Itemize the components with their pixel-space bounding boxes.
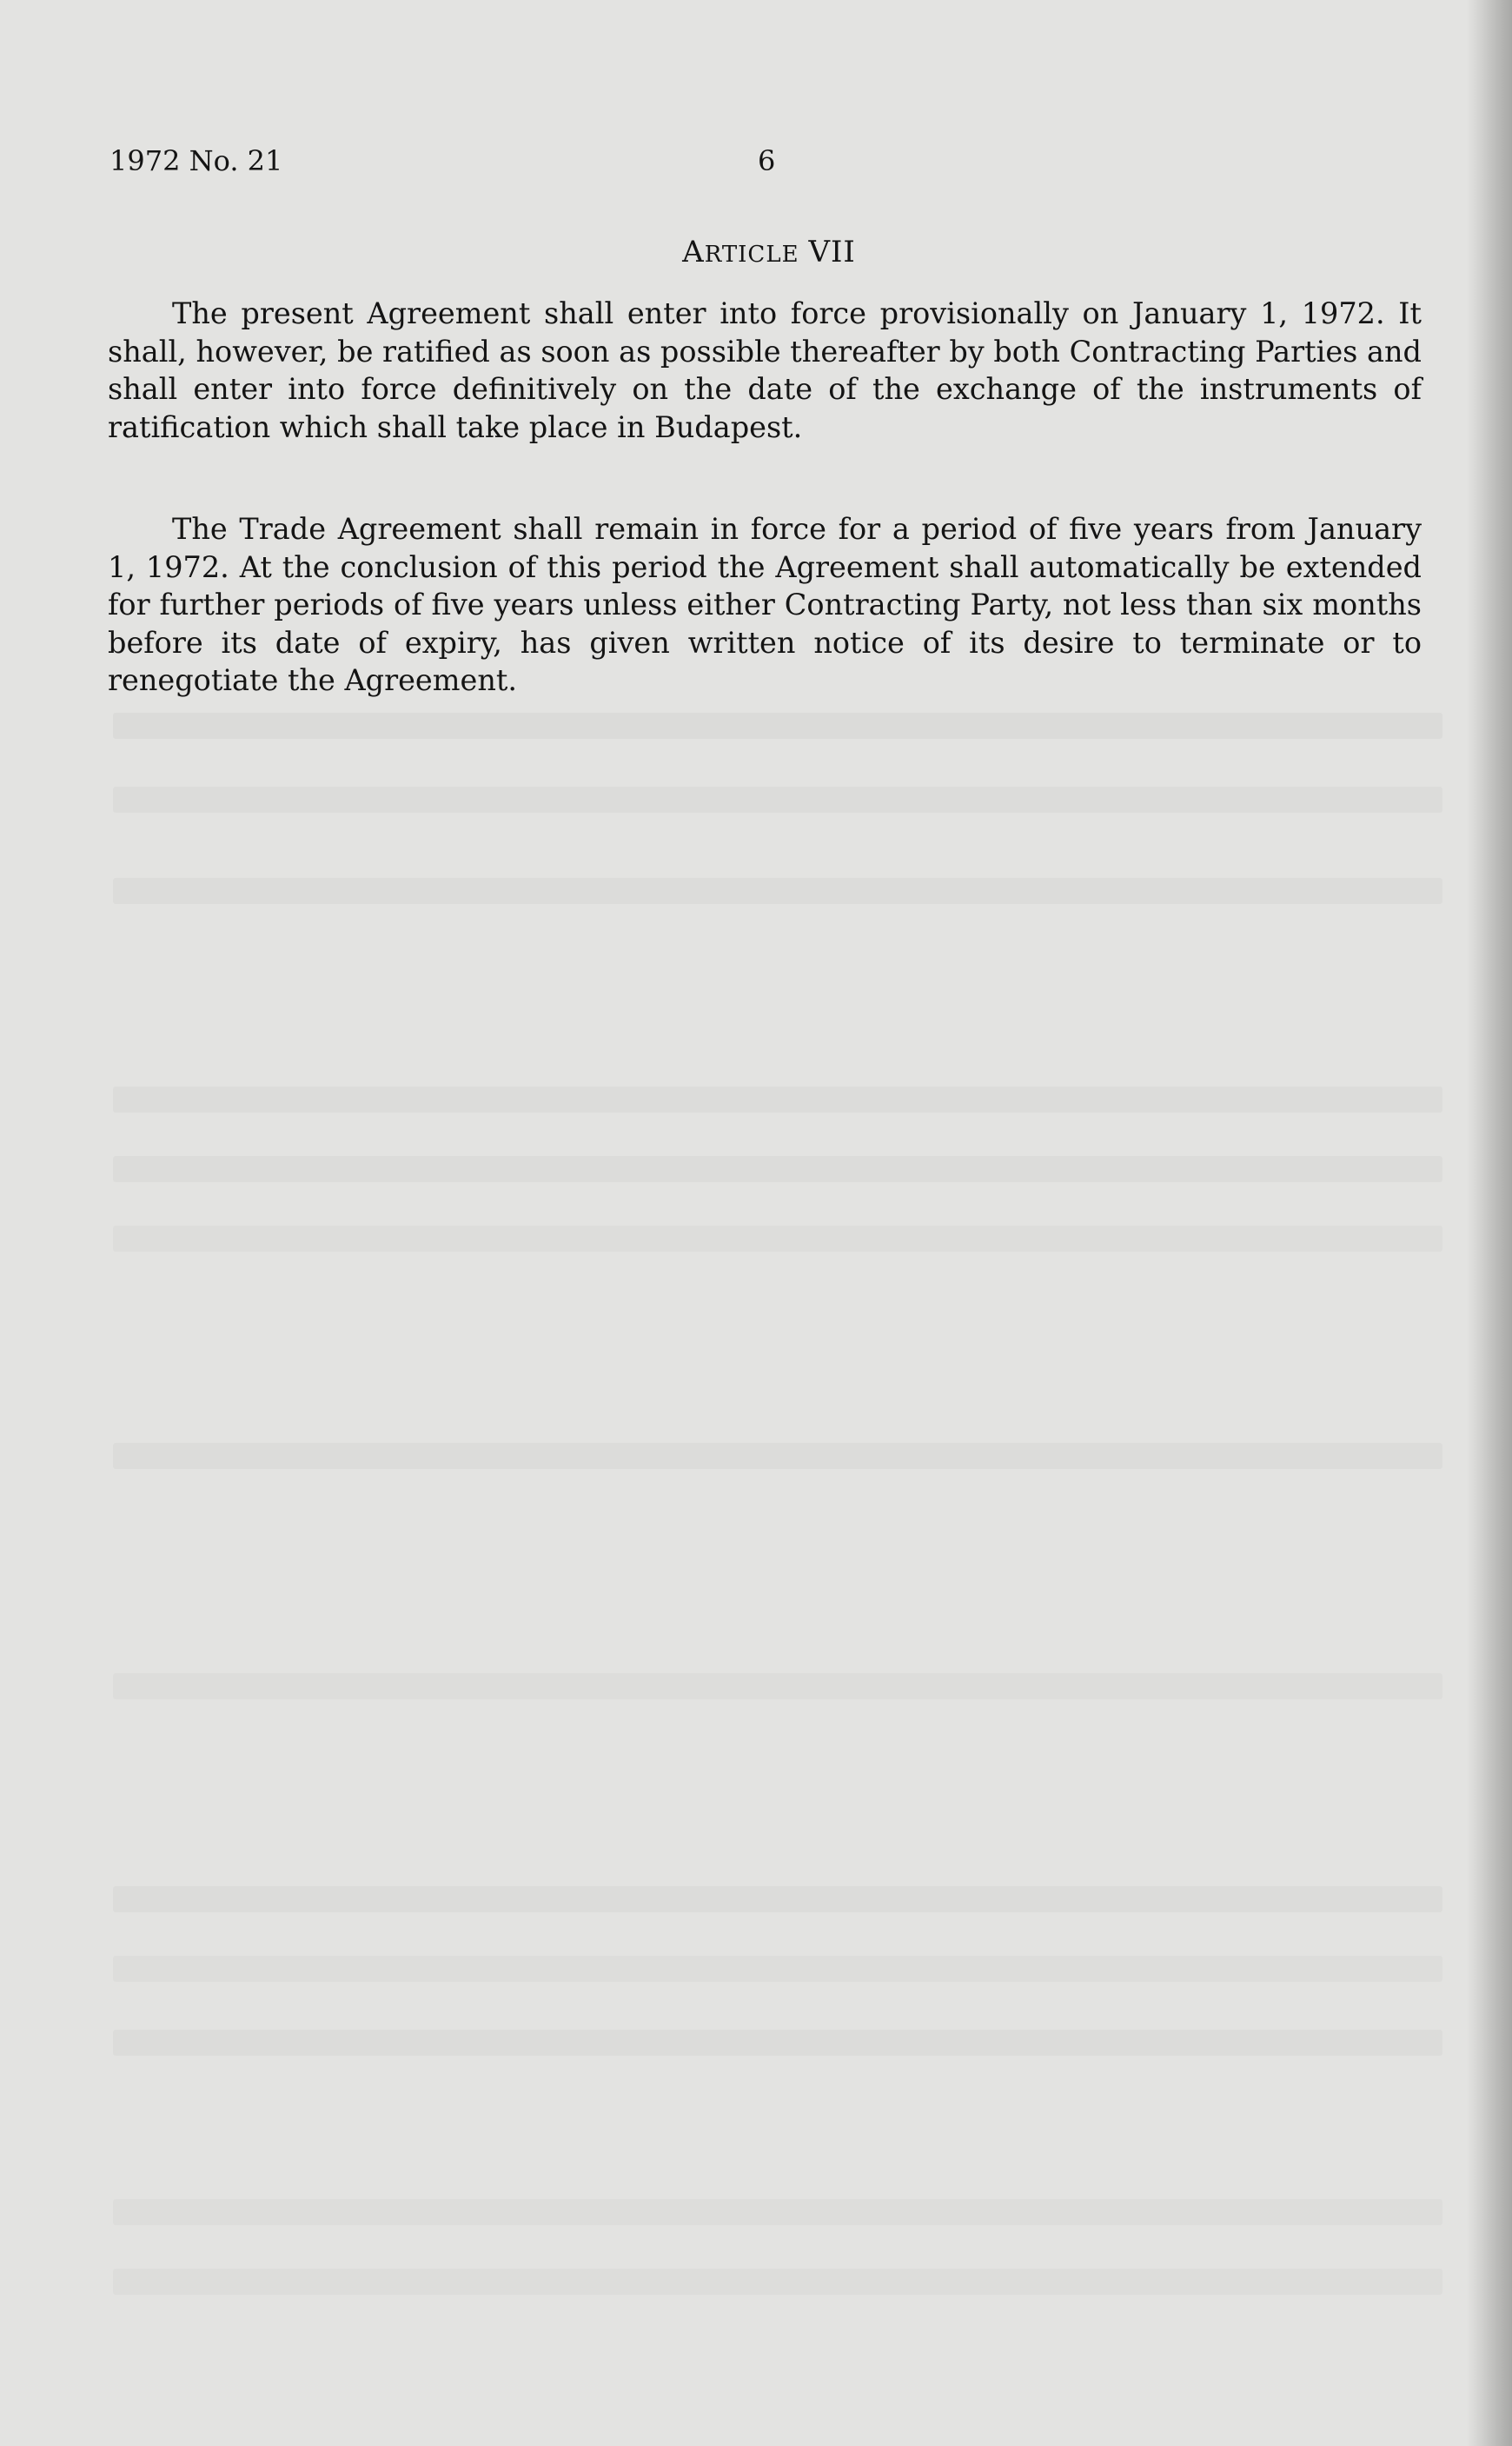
- bleed-through-mark: [113, 1956, 1442, 1982]
- bleed-through-mark: [113, 2199, 1442, 2225]
- page-binding-edge: [1467, 0, 1512, 2446]
- paragraph-text: The present Agreement shall enter into force provisionally on January 1, 1972. It shall, however, be ratified as soon as possible thereafter by both Contracting Parties and shall enter into force definitively on the date of the exchange of the instruments of ratification which shall take place in Budapest.: [108, 296, 1422, 444]
- bleed-through-mark: [113, 713, 1442, 739]
- paragraph-text: The Trade Agreement shall remain in force for a period of five years from January 1, 1972. At the conclusion of this period the Agreement shall automatically be extended for further periods of five years unless either Contracting Party, not less than six months before its date of expiry, has given written notice of its desire to terminate or to renegotiate the Agreement.: [108, 512, 1422, 697]
- article-heading-numeral: VII: [808, 235, 856, 269]
- bleed-through-mark: [113, 1886, 1442, 1912]
- article-paragraph: [108, 510, 1422, 700]
- bleed-through-mark: [113, 1087, 1442, 1113]
- article-heading-smallcaps: RTICLE: [704, 242, 799, 268]
- bleed-through-mark: [113, 2269, 1442, 2295]
- bleed-through-mark: [113, 2030, 1442, 2056]
- bleed-through-mark: [113, 1226, 1442, 1252]
- article-heading-initial: A: [682, 235, 705, 269]
- bleed-through-mark: [113, 1673, 1442, 1699]
- article-paragraph: [108, 295, 1422, 446]
- article-heading: [0, 235, 1512, 269]
- bleed-through-mark: [113, 1156, 1442, 1182]
- page-header: [109, 144, 1430, 181]
- document-reference: 1972 No. 21: [109, 144, 283, 177]
- page-number: 6: [758, 144, 776, 177]
- bleed-through-mark: [113, 787, 1442, 813]
- bleed-through-mark: [113, 1443, 1442, 1469]
- bleed-through-mark: [113, 878, 1442, 904]
